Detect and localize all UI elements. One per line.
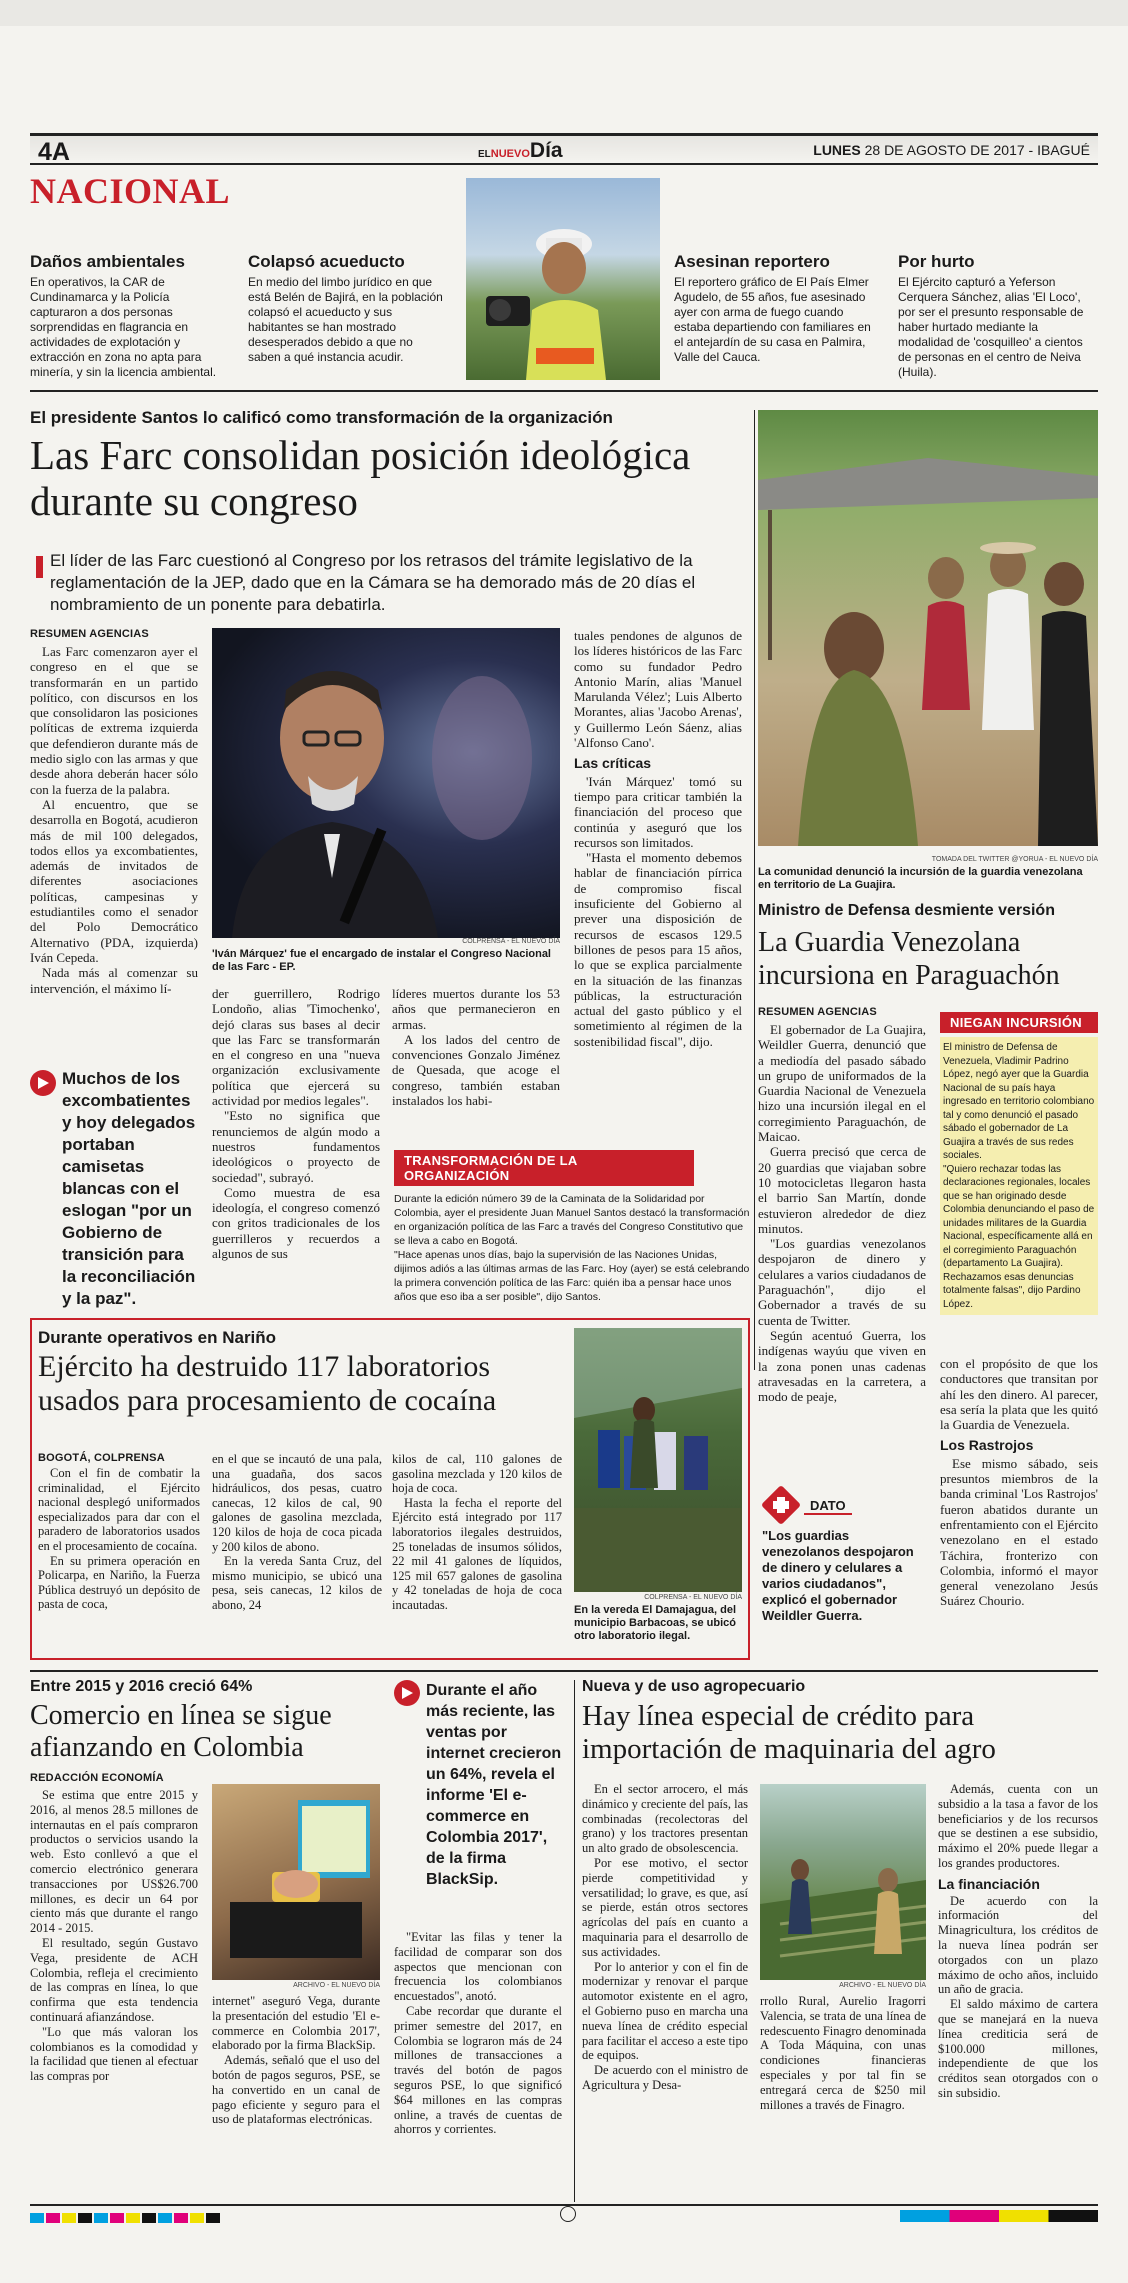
comercio-col2: internet" aseguró Vega, durante la presentación del estudio 'El e-commerce en Colombia 2017', elaborado por la firma BlackSip. Además, señaló que el uso del botón de pagos seguros, PSE, se ha convertido en un canal de pago eficiente y seguro para el uso de plataformas electrónicas. bbox=[212, 1994, 380, 2127]
divider bbox=[30, 390, 1098, 392]
maquinaria-photo bbox=[760, 1784, 926, 1980]
color-registration-bar-right bbox=[900, 2210, 1098, 2222]
transformacion-box: TRANSFORMACIÓN DE LA ORGANIZACIÓN Durante la edición número 39 de la Caminata de la Solidaridad por Colombia, ayer el presidente Juan Manuel Santos destacó la transformación en organización política de las Farc a través del Congreso Constitutivo que se lleva a cabo en Bogotá. "Hace apenas unos días, bajo la supervisión de las Naciones Unidas, dijimos adiós a las últimas armas de las Farc. Hoy (ayer) se está celebrando la primera convención política de las Farc: quién iba a pensar hace unos años que eso iba a ser posible", dijo Santos. bbox=[394, 1150, 750, 1304]
maquinaria-credit: ARCHIVO - EL NUEVO DÍA bbox=[839, 1982, 926, 1989]
credito-col1: En el sector arrocero, el más dinámico y creciente del país, las combinadas (recolectoras del grano) y los tractores presentan un alto grado de obsolescencia. Por ese motivo, el sector pierde competitividad y versatilidad; lo grave, es que, así se pierde, están otros sectores agrícolas del país en cuanto a maquinaria para el desarrollo de sus actividades. Por lo anterior y con el fin de modernizar y renovar el parque automotor existente en el agro, el Gobierno puso en marcha una nueva línea de crédito especial para facilitar el acceso a este tipo de equipos. De acuerdo con el ministro de Agricultura y Desa- bbox=[582, 1782, 748, 2092]
divider bbox=[30, 1670, 1098, 1672]
comercio-pullquote: Durante el año más reciente, las ventas por internet crecieron un 64%, revela el informe 'El e-commerce en Colombia 2017', de la firma BlackSip. bbox=[394, 1680, 564, 1890]
farc-byline: RESUMEN AGENCIAS bbox=[30, 628, 149, 640]
farc-col2: der guerrillero, Rodrigo Londoño, alias 'Timochenko', dejó claras sus bases al decir que las Farc se transformarán en el congreso en una "nueva organización exclusivamente política que ejercerá su actividad por medios legales". "Esto no significa que renunciemos de algún modo a nuestros fundamentos ideológicos o proyecto de sociedad", subrayó. Como muestra de esa ideología, el congreso comenzó con gritos tradicionales de los guerrilleros y recuerdos a algunos de sus bbox=[212, 986, 380, 1262]
credito-headline: Hay línea especial de crédito para importación de maquinaria del agro bbox=[582, 1700, 996, 1765]
niegan-box-title: NIEGAN INCURSIÓN bbox=[940, 1012, 1098, 1033]
marquez-credit: COLPRENSA - EL NUEVO DÍA bbox=[462, 938, 560, 945]
narino-col1: Con el fin de combatir la criminalidad, el Ejército nacional desplegó uniformados especializados para dar con el paradero de laboratorios usados en el procesamiento de cocaína. En su primera operación en Policarpa, en Nariño, la Fuerza Pública destruyó un depósito de pasta de coca, bbox=[38, 1466, 200, 1612]
farc-col1: Las Farc comenzaron ayer el congreso en el que se transformarán en un partido político, con discursos en los que consolidaron las posiciones políticas de extrema izquierda que defendieron durante más de medio siglo con las armas y que desde ahora deberán hacer sólo con la fuerza de la palabra. Al encuentro, que se desarrolla en Bogotá, acudieron más de mil 100 delegados, todos ellos ya excombatientes, además de invitados de diferentes asociaciones políticas, campesinas y estudiantiles como el senador del Polo Democrático Alternativo (PDA, izquierda) Iván Cepeda. Nada más al comenzar su intervención, el máximo lí- bbox=[30, 644, 198, 996]
farc-headline: Las Farc consolidan posición ideológica durante su congreso bbox=[30, 432, 691, 524]
narino-col3: kilos de cal, 110 galones de gasolina mezclada y 120 kilos de hoja de coca. Hasta la fecha el reporte del Ejército está integrado por 117 laboratorios ilegales destruidos, 25 toneladas de insumos sólidos, 22 mil 41 galones de líquidos, 125 mil 657 galones de gasolina y 42 toneladas de hoja de coca incautadas. bbox=[392, 1452, 562, 1612]
comercio-headline: Comercio en línea se sigue afianzando en Colombia bbox=[30, 1700, 332, 1763]
subhead-rastrojos: Los Rastrojos bbox=[940, 1437, 1034, 1454]
farc-lede: El líder de las Farc cuestionó al Congreso por los retrasos del trámite legislativo de la reglamentación de la JEP, dado que en la Cámara se ha demorado más de 20 días el nombramiento de un ponente para debatirla. bbox=[50, 551, 696, 614]
subhead-criticas: Las críticas bbox=[574, 755, 652, 772]
dato-text: "Los guardias venezolanos despojaron de dinero y celulares a varios ciudadanos", explicó el gobernador Weildler Guerra. bbox=[762, 1528, 914, 1623]
venezuela-headline: La Guardia Venezolana incursiona en Paraguachón bbox=[758, 927, 1060, 991]
farc-pullquote: Muchos de los excombatientes y hoy delegados portaban camisetas blancas con el eslogan "por un Gobierno de transición para la reconciliación y la paz". bbox=[30, 1068, 202, 1310]
section-title: NACIONAL bbox=[30, 171, 231, 211]
comercio-col3: "Evitar las filas y tener la facilidad de comparar son dos aspectos que mencionan con frecuencia los colombianos encuestados", anotó. Cabe recordar que durante el primer semestre del 2017, en Colombia se lograron más de 24 millones de transacciones a través del botón de pagos seguros PSE, lo que significó $64 millones en las compras online, a través de cuentas de ahorros y corrientes. bbox=[394, 1930, 562, 2137]
brief-hurto: Por hurto El Ejército capturó a Yeferson Cerquera Sánchez, alias 'El Loco', por ser el presunto responsable de haber hurtado mediante la modalidad de 'cosquilleo' a cientos de personas en el centro de Neiva (Huila). bbox=[898, 252, 1084, 379]
subhead-financiacion: La financiación bbox=[938, 1875, 1040, 1892]
brief-danos: Daños ambientales En operativos, la CAR de Cundinamarca y la Policía capturaron a dos personas sorprendidas en flagrancia en actividades de explotación y extracción en zona no apta para minería, y sin la licencia ambiental. bbox=[30, 252, 217, 379]
comercio-col1: Se estima que entre 2015 y 2016, al menos 28.5 millones de internautas en el país compraron productos o servicios usando la web. Esto conllevó a que el comercio electrónico generara transacciones por US$26.700 millones, es decir un 64 por ciento más que durante el rango 2014 - 2015. El resultado, según Gustavo Vega, presidente de ACH Colombia, refleja el crecimiento de las compras en línea, lo que confirma que esta tendencia continuará afianzándose. "Lo que más valoran los colombianos es la comodidad y la facilidad que tienen al efectuar las compras por bbox=[30, 1788, 198, 2084]
venezuela-byline: RESUMEN AGENCIAS bbox=[758, 1006, 877, 1018]
narino-byline: BOGOTÁ, COLPRENSA bbox=[38, 1452, 165, 1464]
page-header bbox=[30, 133, 1098, 165]
arrow-icon bbox=[394, 1680, 420, 1706]
lede-marker bbox=[36, 556, 43, 578]
guardia-caption: La comunidad denunció la incursión de la guardia venezolana en territorio de La Guajira. bbox=[758, 866, 1083, 891]
laboratorio-photo bbox=[574, 1328, 742, 1592]
narino-headline: Ejército ha destruido 117 laboratorios usados para procesamiento de cocaína bbox=[38, 1350, 497, 1417]
ecommerce-credit: ARCHIVO - EL NUEVO DÍA bbox=[293, 1982, 380, 1989]
venezuela-col1: El gobernador de La Guajira, Weildler Guerra, denunció que a mediodía del pasado sábado un grupo de uniformados de la Guardia Nacional de Venezuela hizo una incursión ilegal en el corregimiento Paraguachón, de Maicao. Guerra precisó que cerca de 20 guardias que viajaban sobre 10 motocicletas llegaron hasta el barrio San Martín, donde estuvieron alrededor de diez minutos. "Los guardias venezolanos despojaron de dinero y celulares a varios ciudadanos de Paraguachón", dijo el Gobernador a través de su cuenta de Twitter. Según acentuó Guerra, los indígenas wayúu que viven en la zona ponen unas cadenas atravesadas en la carretera, a modo de peaje, bbox=[758, 1022, 926, 1405]
dato-box bbox=[762, 1486, 930, 1624]
farc-col3: líderes muertos durante los 53 años que permanecieron en armas. A los lados del centro de convenciones Gonzalo Jiménez de Quesada, que acoge el congreso, también estaban instalados los habi- bbox=[392, 986, 560, 1109]
marquez-caption: 'Iván Márquez' fue el encargado de instalar el Congreso Nacional de las Farc - EP. bbox=[212, 948, 551, 973]
arrow-icon bbox=[30, 1070, 56, 1096]
registration-mark-icon bbox=[560, 2206, 576, 2222]
comercio-kicker: Entre 2015 y 2016 creció 64% bbox=[30, 1678, 253, 1695]
credito-col2: rrollo Rural, Aurelio Iragorri Valencia, se trata de una línea de redescuento Finagro denominada A Toda Máquina, con unas condiciones financieras especiales y por tal fin se entregará cerca de $250 mil millones a través de Finagro. bbox=[760, 1994, 926, 2112]
venezuela-col2: con el propósito de que los conductores que transitan por ahí les den dinero. Al parecer, esa sería la plata que les quitó la Guardia de Venezuela. Los Rastrojos Ese mismo sábado, seis presuntos miembros de la banda criminal 'Los Rastrojos' fueron abatidos durante un enfrentamiento con el Ejército venezolano en el estado Táchira, fronterizo con Colombia, informó el mayor general venezolano Jesús Suárez Chourio. bbox=[940, 1356, 1098, 1609]
dato-label: DATO bbox=[804, 1498, 852, 1515]
venezuela-kicker: Ministro de Defensa desmiente versión bbox=[758, 902, 1055, 919]
top-margin bbox=[0, 0, 1128, 26]
credito-kicker: Nueva y de uso agropecuario bbox=[582, 1678, 806, 1695]
issue-date: LUNES 28 DE AGOSTO DE 2017 - IBAGUÉ bbox=[813, 142, 1090, 158]
narino-kicker: Durante operativos en Nariño bbox=[38, 1328, 277, 1347]
transformacion-box-title: TRANSFORMACIÓN DE LA ORGANIZACIÓN bbox=[394, 1150, 694, 1186]
masthead-logo: ELNUEVODía bbox=[478, 139, 563, 162]
marquez-photo bbox=[212, 628, 560, 938]
farc-col4: tuales pendones de algunos de los líderes históricos de las Farc como su fundador Pedro Antonio Marín, alias 'Manuel Marulanda Vélez'; Luis Alberto Morantes, alias 'Jacobo Arenas', y Guillermo León Sáenz, alias 'Alfonso Cano'. Las críticas 'Iván Márquez' tomó su tiempo para criticar también la financiación del proceso que continúa y aseguró que los recursos son limitados. "Hasta el momento debemos hablar de financiación pírrica de compromiso fiscal insuficiente del Gobierno al prever una disposición de recursos de escasos 129.5 billones de pesos para 15 años, lo que se explica parcialmente en la situación de las finanzas públicas, la estructuración actual del gasto público y el sometimiento al régimen de la sostenibilidad fiscal", dijo. bbox=[574, 628, 742, 1049]
column-rule bbox=[574, 1680, 575, 2202]
brief-reportero: Asesinan reportero El reportero gráfico de El País Elmer Agudelo, de 55 años, fue asesinado ayer con arma de fuego cuando estaba departiendo con familiares en el antejardín de su casa en Palmira, Valle del Cauca. bbox=[674, 252, 871, 364]
ecommerce-photo bbox=[212, 1784, 380, 1980]
comercio-byline: REDACCIÓN ECONOMÍA bbox=[30, 1772, 164, 1784]
narino-col2: en el que se incautó de una pala, una guadaña, dos sacos hidráulicos, dos pesas, cuatro canecas, 12 kilos de cal, 90 galones de gasolina mezclada, 120 kilos de hoja de coca picada y 200 kilos de abono. En la vereda Santa Cruz, del mismo municipio, se ubicó una pesa, seis canecas, 12 kilos de abono, 24 bbox=[212, 1452, 382, 1612]
column-rule bbox=[754, 410, 755, 1370]
page-number: 4A bbox=[38, 138, 70, 166]
reporter-photo bbox=[466, 178, 660, 380]
farc-kicker: El presidente Santos lo calificó como transformación de la organización bbox=[30, 408, 613, 427]
laboratorio-caption: En la vereda El Damajagua, del municipio Barbacoas, se ubicó otro laboratorio ilegal. bbox=[574, 1604, 737, 1642]
guardia-photo bbox=[758, 410, 1098, 846]
credito-col3: Además, cuenta con un subsidio a la tasa a favor de los beneficiarios y de los recursos que se destinen a ese subsidio, máximo el 20% puede llegar a los grandes productores. La financiación De acuerdo con la información del Minagricultura, los créditos de la nueva línea podrán ser otorgados con un plazo máximo de ocho años, incluido un año de gracia. El saldo máximo de cartera que se manejará en la nueva línea crediticia será de $100.000 millones, independiente de que los créditos sean otorgados con o sin subsidio. bbox=[938, 1782, 1098, 2100]
brief-acueducto: Colapsó acueducto En medio del limbo jurídico en que está Belén de Bajirá, en la población colapsó el acueducto y sus habitantes se han mostrado desesperados debido a que no saben a qué instancia acudir. bbox=[248, 252, 443, 364]
niegan-box: NIEGAN INCURSIÓN El ministro de Defensa de Venezuela, Vladimir Padrino López, negó ayer que la Guardia Nacional de su país haya ingresado en territorio colombiano tal y como denunció el pasado sábado el gobernador de La Guajira a través de sus redes sociales. "Quiero rechazar todas las declaraciones regionales, locales que se han originado desde Colombia denunciando el paso de unidades militares de la Guardia Nacional, específicamente allá en el corregimiento Paraguachón (departamento La Guajira). Rechazamos esas denuncias totalmente falsas", dijo Pardino López. bbox=[940, 1012, 1098, 1315]
guardia-credit: TOMADA DEL TWITTER @YORUA - EL NUEVO DÍA bbox=[931, 856, 1098, 863]
laboratorio-credit: COLPRENSA - EL NUEVO DÍA bbox=[644, 1594, 742, 1601]
